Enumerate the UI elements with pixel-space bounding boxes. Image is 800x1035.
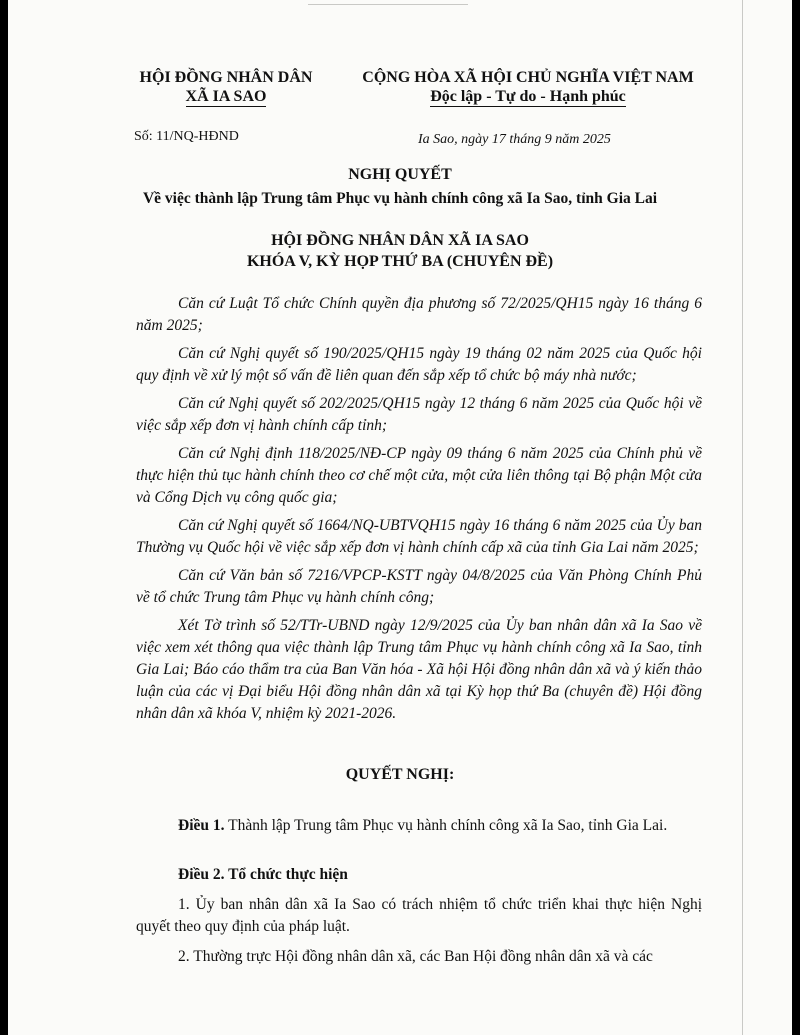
document-type: NGHỊ QUYẾT: [348, 166, 452, 183]
article-1-label: Điều 1.: [178, 817, 225, 834]
article-2-heading: Điều 2. Tổ chức thực hiện: [178, 866, 348, 883]
scan-top-line: [308, 4, 468, 5]
article-2-item-1: 1. Ủy ban nhân dân xã Ia Sao có trách nhiệm tổ chức triển khai thực hiện Nghị quyết theo quy định của pháp luật.: [136, 896, 702, 935]
session-heading: KHÓA V, KỲ HỌP THỨ BA (CHUYÊN ĐỀ): [246, 253, 554, 270]
preamble-paragraph: Căn cứ Luật Tổ chức Chính quyền địa phương số 72/2025/QH15 ngày 16 tháng 6 năm 2025;: [136, 295, 702, 334]
article-2: [136, 864, 702, 968]
article-1-paragraph: [136, 815, 702, 837]
preamble: [136, 293, 702, 731]
scan-edge-line: [742, 0, 743, 1035]
org-commune: XÃ IA SAO: [185, 88, 267, 105]
document-number: Số: 11/NQ-HĐND: [134, 129, 239, 144]
org-name: HỘI ĐỒNG NHÂN DÂN: [139, 69, 313, 86]
document-subject: Về việc thành lập Trung tâm Phục vụ hành chính công xã Ia Sao, tỉnh Gia Lai: [142, 190, 658, 207]
preamble-paragraph: Căn cứ Nghị quyết số 1664/NQ-UBTVQH15 ngày 16 tháng 6 năm 2025 của Ủy ban Thường vụ Quốc hội về việc sắp xếp đơn vị hành chính cấp xã của tỉnh Gia Lai năm 2025;: [136, 517, 702, 556]
preamble-paragraph: Xét Tờ trình số 52/TTr-UBND ngày 12/9/2025 của Ủy ban nhân dân xã Ia Sao về việc xem xét thông qua việc thành lập Trung tâm Phục vụ hành chính công xã Ia Sao, tỉnh Gia Lai; Báo cáo thẩm tra của Ban Văn hóa - Xã hội Hội đồng nhân dân xã và ý kiến thảo luận của các vị Đại biểu Hội đồng nhân dân xã tại Kỳ họp thứ Ba (chuyên đề) Hội đồng nhân dân xã khóa V, nhiệm kỳ 2021-2026.: [136, 617, 702, 722]
document-page: [8, 0, 792, 1035]
preamble-paragraph: Căn cứ Nghị quyết số 190/2025/QH15 ngày 19 tháng 02 năm 2025 của Quốc hội quy định về xử lý một số vấn đề liên quan đến sắp xếp tổ chức bộ máy nhà nước;: [136, 345, 702, 384]
preamble-paragraph: Căn cứ Văn bản số 7216/VPCP-KSTT ngày 04/8/2025 của Văn Phòng Chính Phủ về tổ chức Trung tâm Phục vụ hành chính công;: [136, 567, 702, 606]
issuing-organization: [126, 68, 326, 107]
article-1: [136, 815, 702, 837]
article-2-item-2: 2. Thường trực Hội đồng nhân dân xã, các Ban Hội đồng nhân dân xã và các: [178, 948, 653, 965]
document-date: Ia Sao, ngày 17 tháng 9 năm 2025: [418, 132, 611, 147]
article-1-text: Thành lập Trung tâm Phục vụ hành chính công xã Ia Sao, tỉnh Gia Lai.: [228, 817, 668, 834]
issuer-heading: HỘI ĐỒNG NHÂN DÂN XÃ IA SAO: [271, 232, 529, 249]
preamble-paragraph: Căn cứ Nghị quyết số 202/2025/QH15 ngày 12 tháng 6 năm 2025 của Quốc hội về việc sắp xếp đơn vị hành chính cấp tỉnh;: [136, 395, 702, 434]
national-heading: [338, 68, 718, 107]
national-motto: Độc lập - Tự do - Hạnh phúc: [430, 88, 626, 105]
decision-heading: QUYẾT NGHỊ:: [345, 766, 455, 783]
country-name: CỘNG HÒA XÃ HỘI CHỦ NGHĨA VIỆT NAM: [362, 69, 694, 86]
preamble-paragraph: Căn cứ Nghị định 118/2025/NĐ-CP ngày 09 tháng 6 năm 2025 của Chính phủ về thực hiện thủ tục hành chính theo cơ chế một cửa, một cửa liên thông tại Bộ phận Một cửa và Cổng Dịch vụ công quốc gia;: [136, 445, 702, 506]
